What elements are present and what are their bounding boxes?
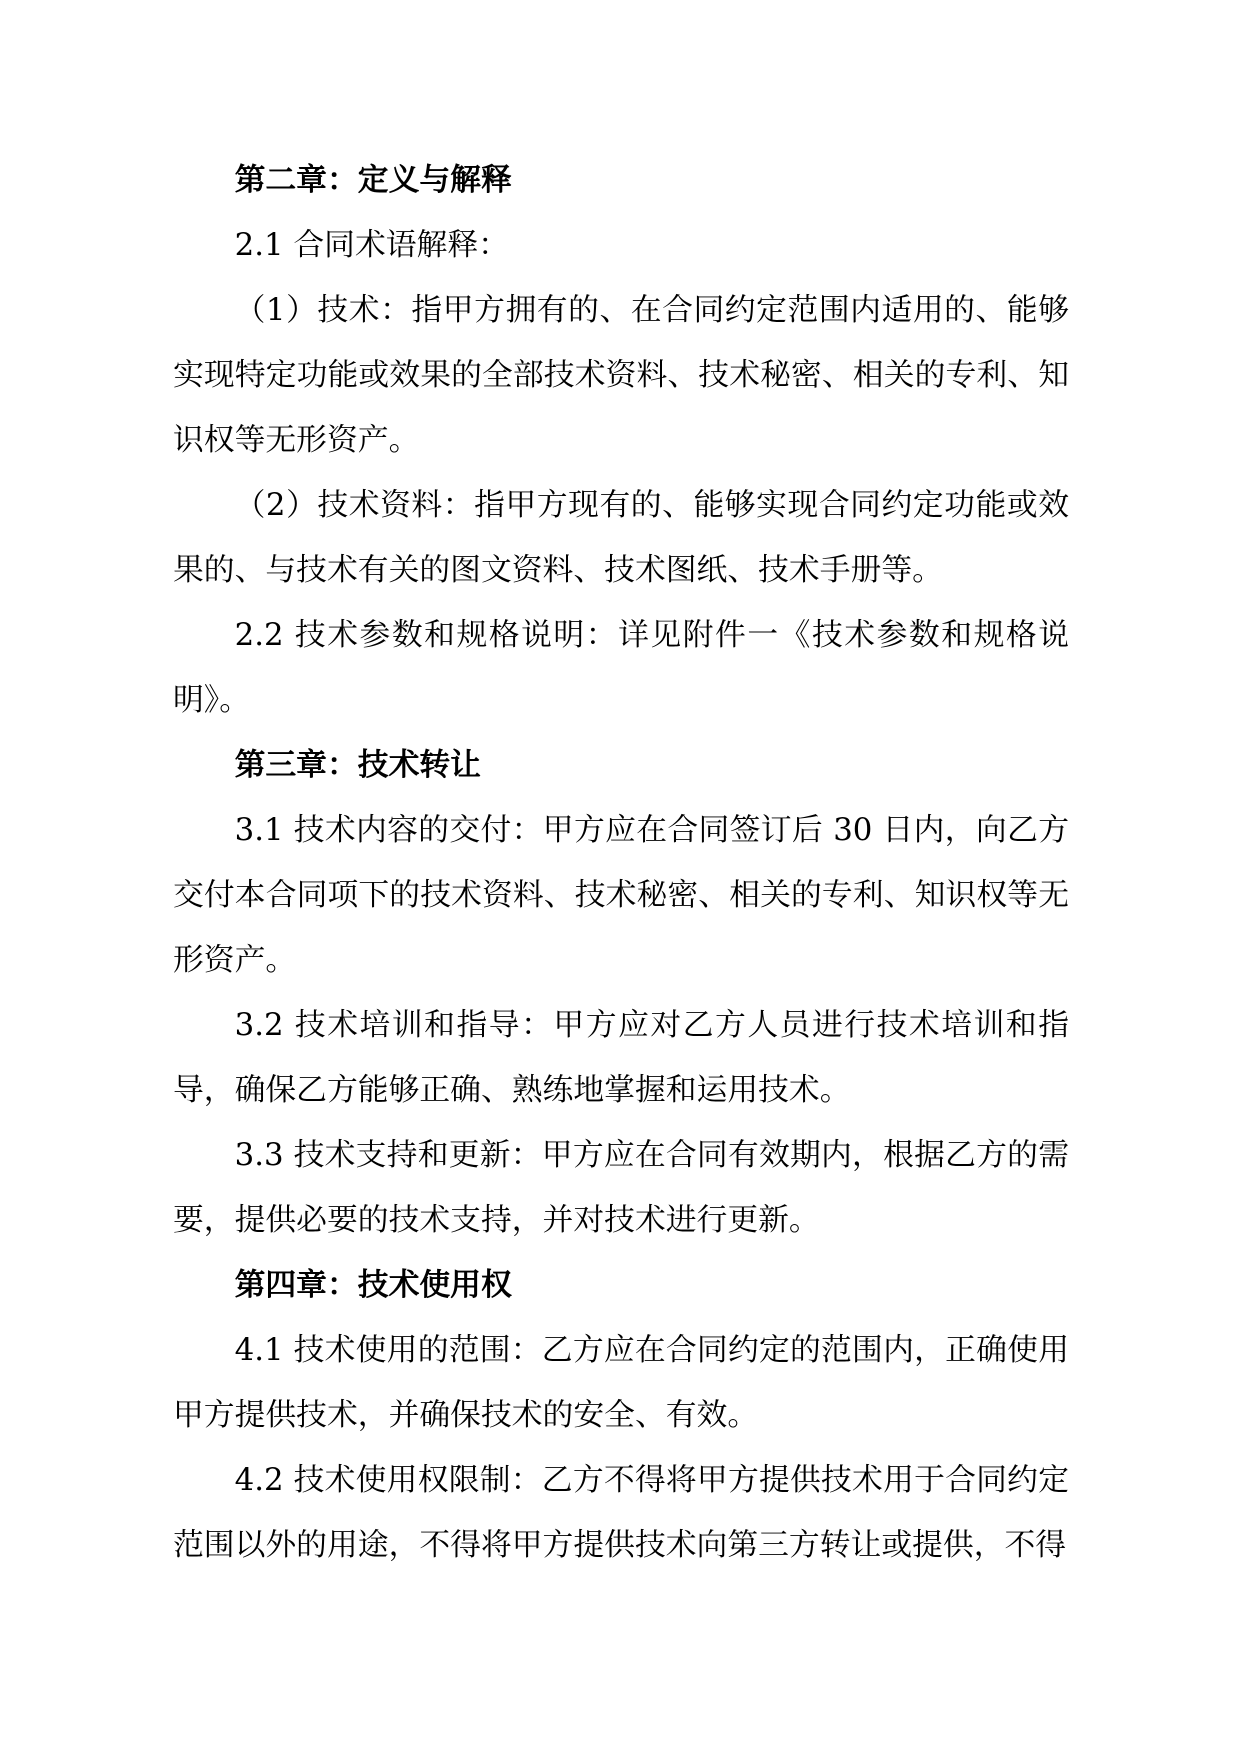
contract-paragraph: 3.1 技术内容的交付：甲方应在合同签订后 30 日内，向乙方交付本合同项下的技术资料、技术秘密、相关的专利、知识权等无形资产。 (173, 812, 1069, 978)
contract-body (173, 148, 1069, 1578)
contract-paragraph: 2.1 合同术语解释： (234, 227, 509, 263)
contract-paragraph: （2）技术资料：指甲方现有的、能够实现合同约定功能或效果的、与技术有关的图文资料、技术图纸、技术手册等。 (173, 487, 1069, 588)
contract-paragraph: （1）技术：指甲方拥有的、在合同约定范围内适用的、能够实现特定功能或效果的全部技术资料、技术秘密、相关的专利、知识权等无形资产。 (173, 292, 1069, 458)
chapter-heading: 第四章：技术使用权 (234, 1267, 512, 1303)
chapter-heading: 第三章：技术转让 (234, 747, 481, 783)
contract-paragraph: 3.3 技术支持和更新：甲方应在合同有效期内，根据乙方的需要，提供必要的技术支持，并对技术进行更新。 (173, 1137, 1069, 1238)
chapter-heading: 第二章：定义与解释 (234, 162, 512, 198)
contract-paragraph: 2.2 技术参数和规格说明：详见附件一《技术参数和规格说明》。 (173, 617, 1069, 718)
contract-paragraph: 3.2 技术培训和指导：甲方应对乙方人员进行技术培训和指导，确保乙方能够正确、熟练地掌握和运用技术。 (173, 1007, 1069, 1108)
contract-paragraph: 4.2 技术使用权限制：乙方不得将甲方提供技术用于合同约定范围以外的用途，不得将甲方提供技术向第三方转让或提供，不得 (173, 1462, 1069, 1563)
contract-paragraph: 4.1 技术使用的范围：乙方应在合同约定的范围内，正确使用甲方提供技术，并确保技术的安全、有效。 (173, 1332, 1069, 1433)
